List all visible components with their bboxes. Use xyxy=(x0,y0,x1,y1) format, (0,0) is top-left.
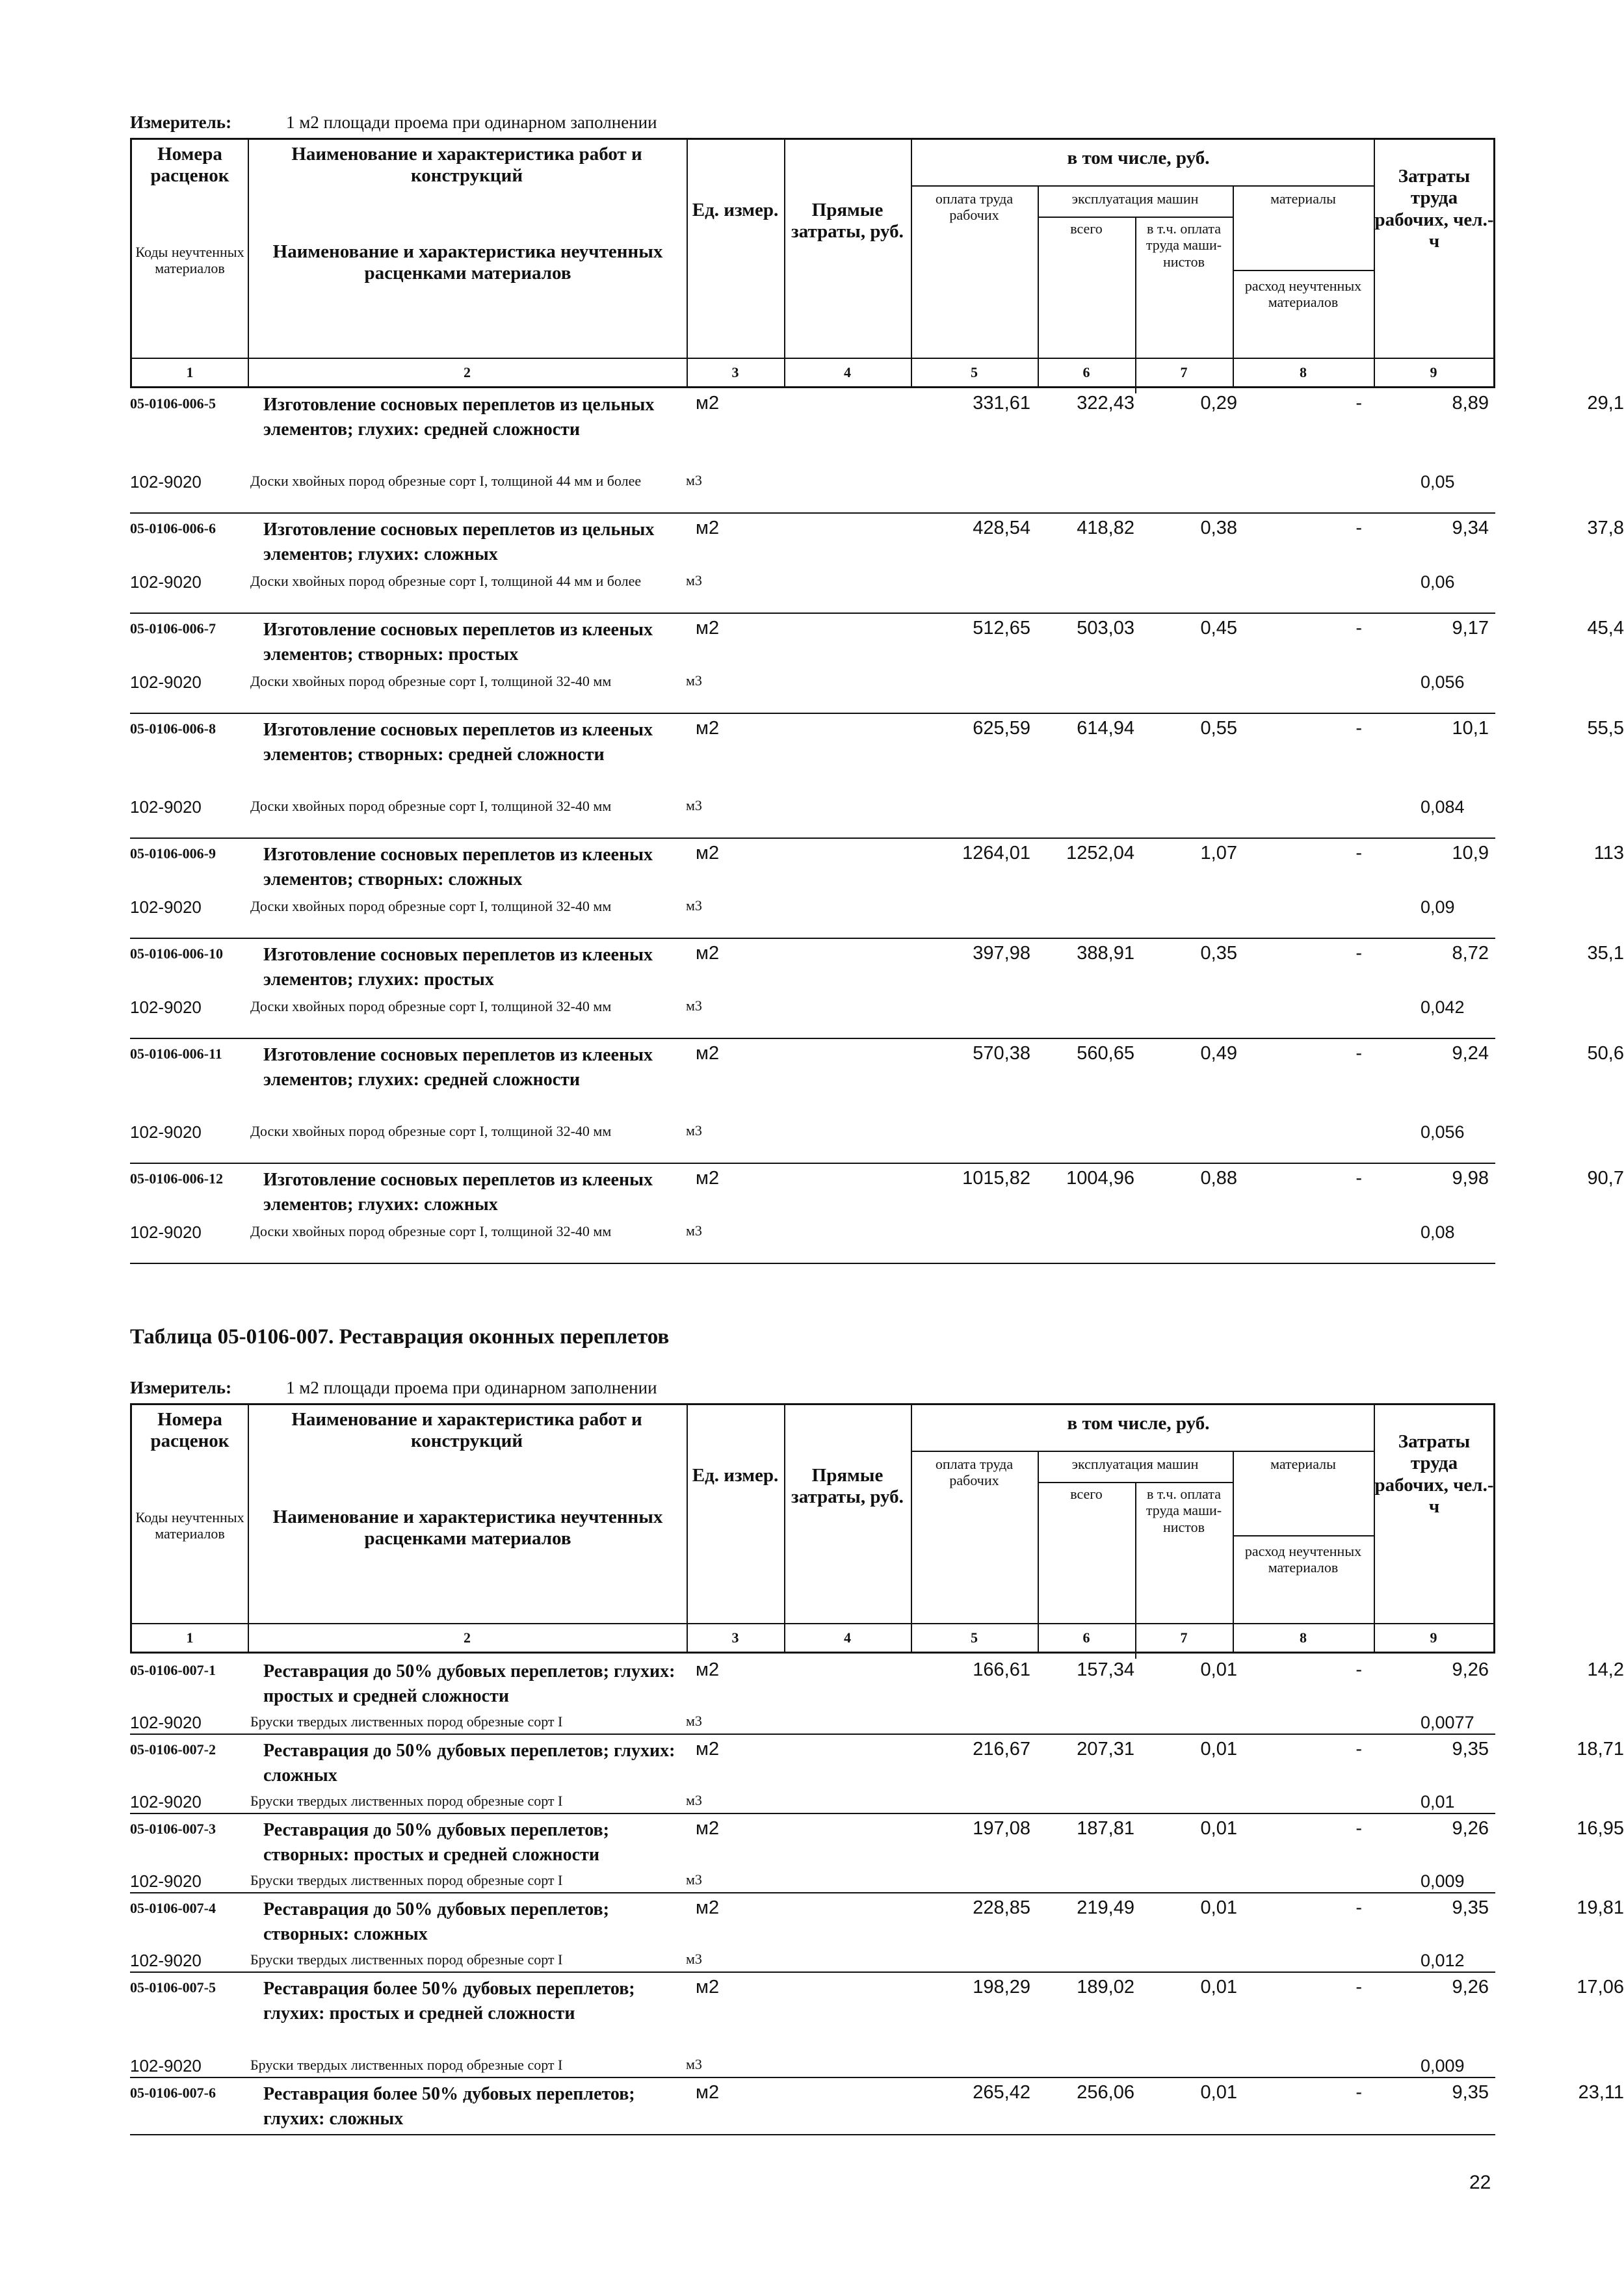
row-unit: м2 xyxy=(696,2082,720,2103)
row-machines: 0,01 xyxy=(1200,1897,1237,1918)
material-code: 102-9020 xyxy=(130,1122,202,1142)
page-number: 22 xyxy=(1469,2172,1491,2193)
row-labor-hours: 16,95 xyxy=(1577,1818,1624,1839)
row-labor-hours: 29,1 xyxy=(1587,393,1624,414)
column-number: 1 xyxy=(186,1629,194,1646)
row-labor: 418,82 xyxy=(1077,518,1134,538)
material-code: 102-9020 xyxy=(130,1222,202,1242)
grid-line xyxy=(911,1451,1374,1452)
material-unit: м3 xyxy=(686,897,702,914)
material-code: 102-9020 xyxy=(130,1871,202,1891)
row-unit: м2 xyxy=(696,618,720,639)
row-code: 05-0106-006-10 xyxy=(130,945,223,962)
row-labor: 388,91 xyxy=(1077,943,1134,964)
row-name: Реставрация более 50% дубовых переплетов; глухих: простых и средней сложности xyxy=(263,1979,635,2024)
header-mat-usage: расход неучтенных материалов xyxy=(1244,278,1362,311)
header-unit: Ед. измер. xyxy=(692,200,779,220)
row-machines-labor: - xyxy=(1356,1977,1362,1998)
header-labor-cost: Затраты труда рабочих, чел.-ч xyxy=(1374,166,1494,252)
row-materials: 9,24 xyxy=(1452,1043,1489,1064)
grid-line xyxy=(911,1405,912,1654)
row-machines-labor: - xyxy=(1356,1897,1362,1918)
grid-line xyxy=(248,1405,249,1654)
column-number: 1 xyxy=(186,364,194,380)
column-number: 9 xyxy=(1430,364,1437,380)
row-separator xyxy=(130,512,1495,514)
material-code: 102-9020 xyxy=(130,897,202,917)
row-materials: 10,1 xyxy=(1452,718,1489,739)
row-separator xyxy=(130,613,1495,614)
material-row xyxy=(130,671,1495,713)
material-qty: 0,009 xyxy=(1421,2056,1465,2076)
material-qty: 0,06 xyxy=(1421,572,1455,592)
row-machines-labor: - xyxy=(1356,843,1362,864)
grid-line xyxy=(687,140,688,388)
row-separator xyxy=(130,2134,1495,2135)
row-labor-hours: 35,1 xyxy=(1587,943,1624,964)
row-labor-hours: 17,06 xyxy=(1577,1977,1624,1998)
material-name: Бруски твердых лиственных пород обрезные сорт I xyxy=(250,1793,563,1809)
row-materials: 9,26 xyxy=(1452,1659,1489,1680)
measure-label-2: Измеритель: xyxy=(130,1378,232,1397)
header-machines-incl: в т.ч. оплата труда маши-нистов xyxy=(1146,1486,1222,1535)
header-name: Наименование и характеристика работ и конструкций xyxy=(291,144,642,187)
row-separator xyxy=(130,2077,1495,2078)
header-labor-pay: оплата труда рабочих xyxy=(935,1456,1014,1489)
row-code: 05-0106-006-9 xyxy=(130,845,216,862)
material-row xyxy=(130,1949,1495,1971)
material-unit: м3 xyxy=(686,1951,702,1967)
grid-line xyxy=(687,1405,688,1654)
header-mat-usage: расход неучтенных материалов xyxy=(1244,1543,1362,1576)
row-materials: 9,35 xyxy=(1452,1739,1489,1760)
header-unit: Ед. измер. xyxy=(692,1465,779,1486)
material-qty: 0,09 xyxy=(1421,897,1455,917)
row-machines: 1,07 xyxy=(1200,843,1237,864)
row-materials: 9,35 xyxy=(1452,1897,1489,1918)
row-labor-hours: 50,6 xyxy=(1587,1043,1624,1064)
table-header-1 xyxy=(130,138,1495,388)
row-unit: м2 xyxy=(696,843,720,864)
row-labor: 187,81 xyxy=(1077,1818,1134,1839)
row-separator xyxy=(130,1038,1495,1039)
row-materials: 9,35 xyxy=(1452,2082,1489,2103)
column-number: 6 xyxy=(1082,364,1090,380)
material-code: 102-9020 xyxy=(130,2056,202,2076)
material-unit: м3 xyxy=(686,1792,702,1808)
row-direct: 512,65 xyxy=(973,618,1030,639)
column-number: 2 xyxy=(464,1629,471,1646)
row-labor: 503,03 xyxy=(1077,618,1134,639)
material-qty: 0,042 xyxy=(1421,997,1465,1017)
header-materials: материалы xyxy=(1270,1456,1336,1472)
material-qty: 0,08 xyxy=(1421,1222,1455,1242)
row-machines-labor: - xyxy=(1356,518,1362,538)
material-qty: 0,056 xyxy=(1421,672,1465,692)
row-name: Изготовление сосновых переплетов из клееных элементов; глухих: средней сложности xyxy=(263,1045,653,1090)
row-direct: 265,42 xyxy=(973,2082,1030,2103)
row-name: Изготовление сосновых переплетов из клееных элементов; створных: сложных xyxy=(263,845,653,890)
row-labor: 322,43 xyxy=(1077,393,1134,414)
table-row xyxy=(130,618,1624,671)
row-machines-labor: - xyxy=(1356,618,1362,639)
material-code: 102-9020 xyxy=(130,472,202,492)
material-name: Доски хвойных пород обрезные сорт I, толщиной 32-40 мм xyxy=(250,898,612,914)
row-labor: 189,02 xyxy=(1077,1977,1134,1998)
material-row xyxy=(130,796,1495,837)
table-row xyxy=(130,718,1624,796)
row-name: Реставрация более 50% дубовых переплетов; глухих: сложных xyxy=(263,2084,635,2129)
row-code: 05-0106-007-4 xyxy=(130,1900,216,1916)
row-code: 05-0106-007-1 xyxy=(130,1662,216,1678)
row-machines-labor: - xyxy=(1356,1739,1362,1760)
material-name: Бруски твердых лиственных пород обрезные сорт I xyxy=(250,1951,563,1968)
table-header-2 xyxy=(130,1403,1495,1654)
material-code: 102-9020 xyxy=(130,672,202,692)
row-direct: 228,85 xyxy=(973,1897,1030,1918)
row-machines: 0,01 xyxy=(1200,2082,1237,2103)
row-code: 05-0106-006-6 xyxy=(130,520,216,536)
material-code: 102-9020 xyxy=(130,1792,202,1812)
material-name: Доски хвойных пород обрезные сорт I, толщиной 32-40 мм xyxy=(250,673,612,689)
row-direct: 570,38 xyxy=(973,1043,1030,1064)
header-codes: Номера расценок xyxy=(150,1409,229,1452)
row-machines-labor: - xyxy=(1356,943,1362,964)
row-name: Изготовление сосновых переплетов из цельных элементов; глухих: средней сложности xyxy=(263,395,655,440)
header-machines-total: всего xyxy=(1070,220,1103,237)
row-direct: 625,59 xyxy=(973,718,1030,739)
measure-value: 1 м2 площади проема при одинарном заполнении xyxy=(286,112,657,132)
row-code: 05-0106-006-12 xyxy=(130,1170,223,1187)
header-direct: Прямые затраты, руб. xyxy=(791,200,904,243)
header-name: Наименование и характеристика работ и конструкций xyxy=(291,1409,642,1452)
row-code: 05-0106-006-11 xyxy=(130,1046,222,1062)
row-machines: 0,49 xyxy=(1200,1043,1237,1064)
row-machines-labor: - xyxy=(1356,1043,1362,1064)
row-labor-hours: 90,7 xyxy=(1587,1168,1624,1189)
material-row xyxy=(130,996,1495,1038)
row-code: 05-0106-006-7 xyxy=(130,620,216,637)
measure-label: Измеритель: xyxy=(130,112,232,132)
grid-line xyxy=(132,358,1493,359)
header-labor-pay: оплата труда рабочих xyxy=(935,191,1014,224)
material-row xyxy=(130,1870,1495,1892)
row-materials: 10,9 xyxy=(1452,843,1489,864)
material-unit: м3 xyxy=(686,1713,702,1729)
row-direct: 1264,01 xyxy=(962,843,1030,864)
measure-value-2: 1 м2 площади проема при одинарном заполнении xyxy=(286,1378,657,1397)
row-labor-hours: 37,8 xyxy=(1587,518,1624,538)
row-labor-hours: 55,5 xyxy=(1587,718,1624,739)
header-codes-mat: Коды неучтенных материалов xyxy=(135,1509,244,1542)
grid-line xyxy=(132,1623,1493,1624)
material-unit: м3 xyxy=(686,672,702,689)
row-unit: м2 xyxy=(696,943,720,964)
material-row xyxy=(130,1791,1495,1813)
row-name: Изготовление сосновых переплетов из клееных элементов; створных: простых xyxy=(263,620,653,665)
header-materials: материалы xyxy=(1270,191,1336,207)
material-name: Доски хвойных пород обрезные сорт I, толщиной 32-40 мм xyxy=(250,998,612,1014)
row-labor: 560,65 xyxy=(1077,1043,1134,1064)
row-direct: 198,29 xyxy=(973,1977,1030,1998)
table-row xyxy=(130,518,1624,571)
material-name: Бруски твердых лиственных пород обрезные сорт I xyxy=(250,1872,563,1888)
row-materials: 8,89 xyxy=(1452,393,1489,414)
row-unit: м2 xyxy=(696,1897,720,1918)
table-row xyxy=(130,1659,1624,1711)
material-unit: м3 xyxy=(686,1222,702,1239)
row-code: 05-0106-007-2 xyxy=(130,1741,216,1758)
row-separator xyxy=(130,1734,1495,1735)
header-name-mat: Наименование и характеристика неучтенных расценками материалов xyxy=(272,241,663,284)
row-labor: 614,94 xyxy=(1077,718,1134,739)
material-qty: 0,05 xyxy=(1421,472,1455,492)
row-machines: 0,35 xyxy=(1200,943,1237,964)
material-row xyxy=(130,1221,1495,1263)
row-labor: 219,49 xyxy=(1077,1897,1134,1918)
grid-line xyxy=(784,1405,785,1654)
table-row xyxy=(130,943,1624,996)
row-machines-labor: - xyxy=(1356,1818,1362,1839)
table-row xyxy=(130,1977,1624,2055)
column-number: 5 xyxy=(971,364,978,380)
material-row xyxy=(130,471,1495,512)
row-separator xyxy=(130,837,1495,839)
column-number: 2 xyxy=(464,364,471,380)
table-row xyxy=(130,1818,1624,1870)
row-unit: м2 xyxy=(696,393,720,414)
material-unit: м3 xyxy=(686,1122,702,1139)
row-name: Изготовление сосновых переплетов из клееных элементов; глухих: простых xyxy=(263,945,653,990)
material-code: 102-9020 xyxy=(130,1951,202,1970)
row-name: Реставрация до 50% дубовых переплетов; створных: простых и средней сложности xyxy=(263,1820,609,1865)
column-number: 3 xyxy=(731,1629,739,1646)
row-machines-labor: - xyxy=(1356,1659,1362,1680)
row-unit: м2 xyxy=(696,1739,720,1760)
row-code: 05-0106-006-8 xyxy=(130,720,216,737)
row-direct: 397,98 xyxy=(973,943,1030,964)
table-row xyxy=(130,1168,1624,1221)
row-direct: 197,08 xyxy=(973,1818,1030,1839)
grid-line xyxy=(1038,1482,1233,1483)
row-machines: 0,88 xyxy=(1200,1168,1237,1189)
grid-line xyxy=(911,140,912,388)
grid-line xyxy=(1038,217,1233,218)
row-machines: 0,45 xyxy=(1200,618,1237,639)
row-labor-hours: 18,71 xyxy=(1577,1739,1624,1760)
column-number: 4 xyxy=(844,364,851,380)
material-name: Доски хвойных пород обрезные сорт I, толщиной 44 мм и более xyxy=(250,473,642,489)
material-qty: 0,012 xyxy=(1421,1951,1465,1970)
row-machines: 0,29 xyxy=(1200,393,1237,414)
row-unit: м2 xyxy=(696,1168,720,1189)
row-name: Изготовление сосновых переплетов из клееных элементов; глухих: сложных xyxy=(263,1170,653,1215)
material-name: Доски хвойных пород обрезные сорт I, толщиной 32-40 мм xyxy=(250,798,612,814)
material-unit: м3 xyxy=(686,2056,702,2072)
material-name: Доски хвойных пород обрезные сорт I, толщиной 32-40 мм xyxy=(250,1123,612,1139)
row-machines-labor: - xyxy=(1356,393,1362,414)
material-unit: м3 xyxy=(686,1871,702,1888)
row-name: Реставрация до 50% дубовых переплетов; глухих: простых и средней сложности xyxy=(263,1661,675,1706)
material-unit: м3 xyxy=(686,997,702,1014)
row-labor-hours: 14,2 xyxy=(1587,1659,1624,1680)
header-labor-cost: Затраты труда рабочих, чел.-ч xyxy=(1374,1431,1494,1518)
row-separator xyxy=(130,1163,1495,1164)
material-unit: м3 xyxy=(686,572,702,588)
row-labor: 256,06 xyxy=(1077,2082,1134,2103)
row-direct: 331,61 xyxy=(973,393,1030,414)
row-labor: 157,34 xyxy=(1077,1659,1134,1680)
table-row xyxy=(130,843,1624,896)
row-labor: 1252,04 xyxy=(1066,843,1134,864)
row-labor-hours: 23,11 xyxy=(1578,2082,1624,2103)
header-incl: в том числе, руб. xyxy=(1067,1413,1210,1434)
row-separator xyxy=(130,938,1495,939)
row-separator xyxy=(130,1813,1495,1814)
row-machines: 0,01 xyxy=(1200,1739,1237,1760)
material-name: Доски хвойных пород обрезные сорт I, толщиной 32-40 мм xyxy=(250,1223,612,1239)
material-row xyxy=(130,571,1495,613)
row-materials: 9,26 xyxy=(1452,1977,1489,1998)
row-name: Изготовление сосновых переплетов из клееных элементов; створных: средней сложности xyxy=(263,720,653,765)
material-name: Бруски твердых лиственных пород обрезные сорт I xyxy=(250,2057,563,2073)
row-machines-labor: - xyxy=(1356,1168,1362,1189)
material-qty: 0,056 xyxy=(1421,1122,1465,1142)
row-unit: м2 xyxy=(696,1977,720,1998)
material-row xyxy=(130,1711,1495,1734)
column-number: 5 xyxy=(971,1629,978,1646)
header-codes-mat: Коды неучтенных материалов xyxy=(135,244,244,277)
header-name-mat: Наименование и характеристика неучтенных расценками материалов xyxy=(272,1507,663,1549)
grid-line xyxy=(1233,1535,1374,1536)
row-name: Реставрация до 50% дубовых переплетов; глухих: сложных xyxy=(263,1741,675,1786)
header-machines: эксплуатация машин xyxy=(1071,191,1199,207)
row-materials: 9,34 xyxy=(1452,518,1489,538)
row-unit: м2 xyxy=(696,518,720,538)
column-number: 7 xyxy=(1180,1629,1188,1646)
table-title: Таблица 05-0106-007. Реставрация оконных переплетов xyxy=(130,1325,670,1349)
header-codes: Номера расценок xyxy=(150,144,229,187)
row-machines: 0,55 xyxy=(1200,718,1237,739)
row-labor: 1004,96 xyxy=(1066,1168,1134,1189)
material-row xyxy=(130,896,1495,938)
material-unit: м3 xyxy=(686,797,702,813)
grid-line xyxy=(911,185,1374,187)
material-qty: 0,084 xyxy=(1421,797,1465,817)
column-number: 8 xyxy=(1300,1629,1307,1646)
material-row xyxy=(130,1121,1495,1163)
header-machines-incl: в т.ч. оплата труда маши-нистов xyxy=(1146,220,1222,270)
table-row xyxy=(130,1739,1624,1791)
row-code: 05-0106-006-5 xyxy=(130,395,216,412)
grid-line xyxy=(784,140,785,388)
row-machines-labor: - xyxy=(1356,2082,1362,2103)
material-unit: м3 xyxy=(686,472,702,488)
row-machines: 0,01 xyxy=(1200,1659,1237,1680)
column-number: 8 xyxy=(1300,364,1307,380)
row-separator xyxy=(130,1263,1495,1264)
row-machines-labor: - xyxy=(1356,718,1362,739)
table-row xyxy=(130,2082,1624,2134)
table-row xyxy=(130,393,1624,471)
material-code: 102-9020 xyxy=(130,572,202,592)
row-separator xyxy=(130,713,1495,714)
row-unit: м2 xyxy=(696,1818,720,1839)
row-unit: м2 xyxy=(696,718,720,739)
table-row xyxy=(130,1043,1624,1121)
column-number: 6 xyxy=(1082,1629,1090,1646)
table-row xyxy=(130,1897,1624,1949)
row-unit: м2 xyxy=(696,1659,720,1680)
row-separator xyxy=(130,1892,1495,1893)
grid-line xyxy=(1233,270,1374,271)
row-materials: 9,98 xyxy=(1452,1168,1489,1189)
material-code: 102-9020 xyxy=(130,1713,202,1732)
grid-line xyxy=(248,140,249,388)
row-code: 05-0106-007-3 xyxy=(130,1821,216,1837)
row-labor-hours: 45,4 xyxy=(1587,618,1624,639)
row-code: 05-0106-007-6 xyxy=(130,2085,216,2101)
row-separator xyxy=(130,1971,1495,1973)
row-labor-hours: 113 xyxy=(1593,843,1624,864)
row-materials: 9,26 xyxy=(1452,1818,1489,1839)
column-number: 4 xyxy=(844,1629,851,1646)
row-unit: м2 xyxy=(696,1043,720,1064)
row-direct: 428,54 xyxy=(973,518,1030,538)
material-code: 102-9020 xyxy=(130,797,202,817)
column-number: 3 xyxy=(731,364,739,380)
header-incl: в том числе, руб. xyxy=(1067,148,1210,168)
row-name: Реставрация до 50% дубовых переплетов; створных: сложных xyxy=(263,1899,609,1944)
row-materials: 9,17 xyxy=(1452,618,1489,639)
row-machines: 0,01 xyxy=(1200,1977,1237,1998)
material-name: Доски хвойных пород обрезные сорт I, толщиной 44 мм и более xyxy=(250,573,642,589)
material-row xyxy=(130,2055,1495,2077)
material-qty: 0,0077 xyxy=(1421,1713,1474,1732)
header-machines: эксплуатация машин xyxy=(1071,1456,1199,1472)
material-code: 102-9020 xyxy=(130,997,202,1017)
row-machines: 0,38 xyxy=(1200,518,1237,538)
row-direct: 216,67 xyxy=(973,1739,1030,1760)
header-direct: Прямые затраты, руб. xyxy=(791,1465,904,1508)
row-direct: 166,61 xyxy=(973,1659,1030,1680)
row-materials: 8,72 xyxy=(1452,943,1489,964)
column-number: 9 xyxy=(1430,1629,1437,1646)
column-number: 7 xyxy=(1180,364,1188,380)
header-machines-total: всего xyxy=(1070,1486,1103,1502)
material-name: Бруски твердых лиственных пород обрезные сорт I xyxy=(250,1713,563,1730)
row-labor: 207,31 xyxy=(1077,1739,1134,1760)
material-qty: 0,009 xyxy=(1421,1871,1465,1891)
row-machines: 0,01 xyxy=(1200,1818,1237,1839)
row-direct: 1015,82 xyxy=(962,1168,1030,1189)
row-name: Изготовление сосновых переплетов из цельных элементов; глухих: сложных xyxy=(263,520,655,564)
row-labor-hours: 19,81 xyxy=(1577,1897,1624,1918)
row-code: 05-0106-007-5 xyxy=(130,1979,216,1996)
material-qty: 0,01 xyxy=(1421,1792,1455,1812)
